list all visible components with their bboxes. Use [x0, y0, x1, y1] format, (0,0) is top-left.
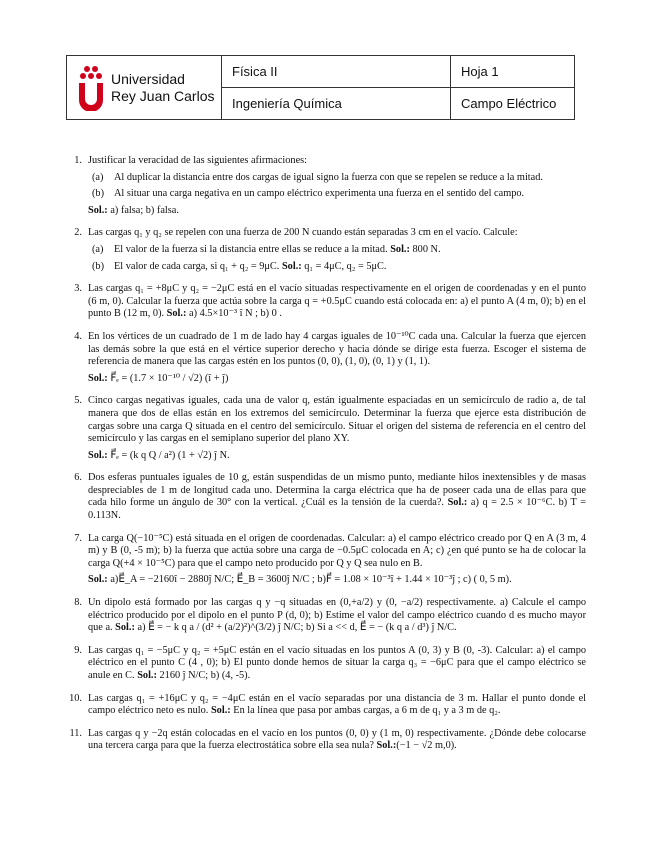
- logo-line-1: Universidad: [111, 70, 185, 87]
- solution-text: a) falsa; b) falsa.: [110, 204, 179, 216]
- solution-label: Sol.:: [88, 372, 108, 384]
- solution-label: Sol.:: [88, 204, 108, 216]
- exercise-3: [66, 283, 586, 321]
- solution-label: Sol.:: [376, 740, 397, 752]
- exercise-text: Las cargas q₁ y q₂ se repelen con una fuerza de 200 N cuando están separadas 3 cm en el vacío. Calcule:: [88, 227, 518, 239]
- exercise-number: 9.: [74, 644, 82, 656]
- degree-name: Ingeniería Química: [222, 87, 450, 119]
- subject-title: Física II: [232, 64, 278, 79]
- solution-text: (−1 − √2 m,0).: [396, 740, 457, 752]
- sheet-info: [451, 56, 574, 119]
- solution-label: Sol.:: [390, 243, 410, 255]
- solution-label: Sol.:: [166, 308, 187, 320]
- university-logo: [67, 56, 222, 119]
- exercise-number: 3.: [74, 283, 82, 295]
- exercise-11: [66, 728, 586, 753]
- solution-text: a) E⃗ = − k q a / (d² + (a/2)²)^(3/2) ĵ N/C; b) Si a << d, E⃗ = − (k q a / d³) ĵ N/C.: [137, 622, 457, 634]
- document-header: [66, 55, 575, 120]
- subquestion-b: Al situar una carga negativa en un campo eléctrico experimenta una fuerza en el sentido del campo.: [114, 188, 525, 200]
- exercise-text: Cinco cargas negativas iguales, cada una de valor q, están igualmente espaciadas en un semicírculo de radio a, de tal manera que dos de ellas están en los extremos del semicírculo. Determinar la fuerza que ejerce esta distribución de cargas sobre una carga Q situada en el centro del semicírculo. Situar el origen del sistema de referencia en el centro del semicírculo y las cargas en el semiplano superior del plano XY.: [88, 395, 586, 445]
- sheet-topic: Campo Eléctrico: [451, 87, 574, 119]
- exercise-text: Justificar la veracidad de las siguientes afirmaciones:: [88, 155, 308, 166]
- solution-text: F⃗ₑ = (1.7 × 10⁻¹⁰ / √2) (î + ĵ): [110, 372, 229, 384]
- solution-label: Sol.:: [281, 260, 302, 272]
- solution-label: Sol.:: [447, 497, 468, 509]
- solution-label: Sol.:: [88, 449, 108, 461]
- solution-label: Sol.:: [88, 574, 108, 586]
- exercise-text: La carga Q(−10⁻⁵C) está situada en el origen de coordenadas. Calcular: a) el campo eléctrico creado por Q en A (3 m, 4 m) y B (0, -5 m); b) la fuerza que actúa sobre una carga de −0.5μC colocada en A; c) ¿en qué punto se ha de colocar la carga Q(+4 × 10⁻⁵C) para que el campo neto producido por Q y Q sea nulo en B.: [88, 532, 586, 569]
- exercise-number: 11.: [69, 727, 82, 739]
- exercise-2: 2. Las cargas q₁ y q₂ se repelen con una fuerza de 200 N cuando están separadas 3 cm en el vacío. Calcule: (a) El valor de la fuerza si la distancia entre ellas se reduce a la mitad. Sol.: 800 N. (b) El valor de cada carga, si q₁ + q₂ = 9μC. Sol.: q₁ = 4μC, q₂ = 5μC.: [66, 227, 586, 273]
- exercise-number: 6.: [74, 472, 82, 484]
- subquestion-a: Al duplicar la distancia entre dos cargas de igual signo la fuerza con que se repelen se reduce a la mitad.: [114, 171, 543, 183]
- exercise-number: 10.: [69, 692, 82, 704]
- exercise-number: 1.: [74, 155, 82, 166]
- solution-text: 800 N.: [412, 243, 441, 255]
- exercise-text: Un dipolo está formado por las cargas q y −q situadas en (0,+a/2) y (0, −a/2) respectivamente. a) Calcule el campo eléctrico producido por el dipolo en el punto P (d, 0); b) Estime el valor del campo eléctrico cuando d es mucho mayor que a.: [88, 597, 586, 634]
- solution-text: En la línea que pasa por ambas cargas, a 6 m de q₁ y a 3 m de q₂.: [233, 705, 501, 717]
- exercise-number: 8.: [74, 597, 82, 609]
- exercise-text: Las cargas q₁ = +16μC y q₂ = −4μC están en el vacío separadas por una distancia de 3 m. Hallar el punto donde el campo eléctrico neto es nulo.: [88, 692, 586, 717]
- sheet-number: Hoja 1: [461, 64, 499, 79]
- exercise-number: 2.: [74, 227, 82, 239]
- subquestion-b: El valor de cada carga, si q₁ + q₂ = 9μC.: [114, 260, 280, 272]
- solution-text: 2160 ĵ N/C; b) (4, -5).: [159, 670, 251, 681]
- solution-text: a) q = 2.5 × 10⁻⁶C. b) T = 0.113N.: [88, 497, 587, 522]
- exercise-number: 4.: [74, 330, 82, 342]
- exercise-1: 1. Justificar la veracidad de las siguientes afirmaciones: (a) Al duplicar la distancia entre dos cargas de igual signo la fuerza con que se repelen se reduce a la mitad. (b) Al situar una carga negativa en un campo eléctrico experimenta una fuerza en el sentido del campo. Sol.: a) falsa; b) falsa.: [66, 155, 586, 217]
- solution-label: Sol.:: [115, 622, 135, 634]
- course-info: [222, 56, 451, 119]
- exercise-6: [66, 472, 586, 522]
- exercise-5: [66, 395, 586, 462]
- exercise-7: [66, 533, 586, 587]
- exercise-number: 5.: [74, 395, 82, 407]
- exercise-text: Dos esferas puntuales iguales de 10 g, están suspendidas de un mismo punto, mediante hilos inextensibles y de masas despreciables de 1 m de longitud cada uno. Determina la carga eléctrica que ha de poseer cada una de ellas para que cada hilo forme un ángulo de 30° con la vertical. ¿Cuál es la tensión de la cuerda?.: [88, 472, 586, 509]
- exercise-8: [66, 597, 586, 635]
- solution-text: q₁ = 4μC, q₂ = 5μC.: [304, 260, 387, 272]
- exercise-text: Las cargas q y −2q están colocadas en el vacío en los puntos (0, 0) y (1 m, 0) respectivamente. ¿Dónde debe colocarse una tercera carga para que la fuerza electrostática sobre ella sea nula?: [88, 727, 586, 752]
- solution-text: a) 4.5×10⁻³ î N ; b) 0 .: [189, 308, 282, 320]
- solution-label: Sol.:: [210, 705, 231, 717]
- exercise-text: En los vértices de un cuadrado de 1 m de lado hay 4 cargas iguales de 10⁻¹⁰C cada una. Calcular la fuerza que ejercen las demás sobre la que está en el vértice superior derecho y hacia dónde se dirige esta fuerza. Escoger el sistema de referencia de manera que las cargas estén en los puntos (0, 0), (1, 0), (0, 1) y (1, 1).: [88, 330, 586, 368]
- exercise-4: [66, 331, 586, 385]
- exercise-9: [66, 645, 586, 683]
- solution-text: F⃗ₑ = (k q Q / a²) (1 + √2) ĵ N.: [110, 449, 230, 461]
- exercise-list: [66, 155, 586, 763]
- exercise-number: 7.: [74, 532, 82, 544]
- exercise-10: [66, 693, 586, 718]
- logo-line-2: Rey Juan Carlos: [111, 87, 215, 104]
- exercise-text: Las cargas q₁ = +8μC y q₂ = −2μC está en el vacío situadas respectivamente en el origen de coordenadas y en el punto (6 m, 0). Calcular la fuerza que actúa sobre la carga q = +0.5μC cuando está colocada en: a) el punto A (4 m, 0); b) en el punto B (12 m, 0).: [88, 283, 586, 320]
- exercise-text: Las cargas q₁ = −5μC y q₂ = +5μC están en el vacío situadas en los puntos A (0, 3) y B (0, -3). Calcular: a) el campo eléctrico en el punto C (4 , 0); b) El punto donde hemos de situar la carga q₃ = −6μC para que el campo eléctrico se anule en C.: [88, 644, 586, 681]
- subquestion-a: El valor de la fuerza si la distancia entre ellas se reduce a la mitad.: [114, 243, 388, 255]
- solution-text: a)E⃗_A = −2160î − 2880ĵ N/C; E⃗_B = 3600ĵ N/C ; b)F⃗ = 1.08 × 10⁻³î + 1.44 × 10⁻³ĵ ; c) ( 0, 5 m).: [110, 574, 512, 586]
- urjc-logo-icon: [77, 65, 105, 111]
- solution-label: Sol.:: [137, 670, 157, 681]
